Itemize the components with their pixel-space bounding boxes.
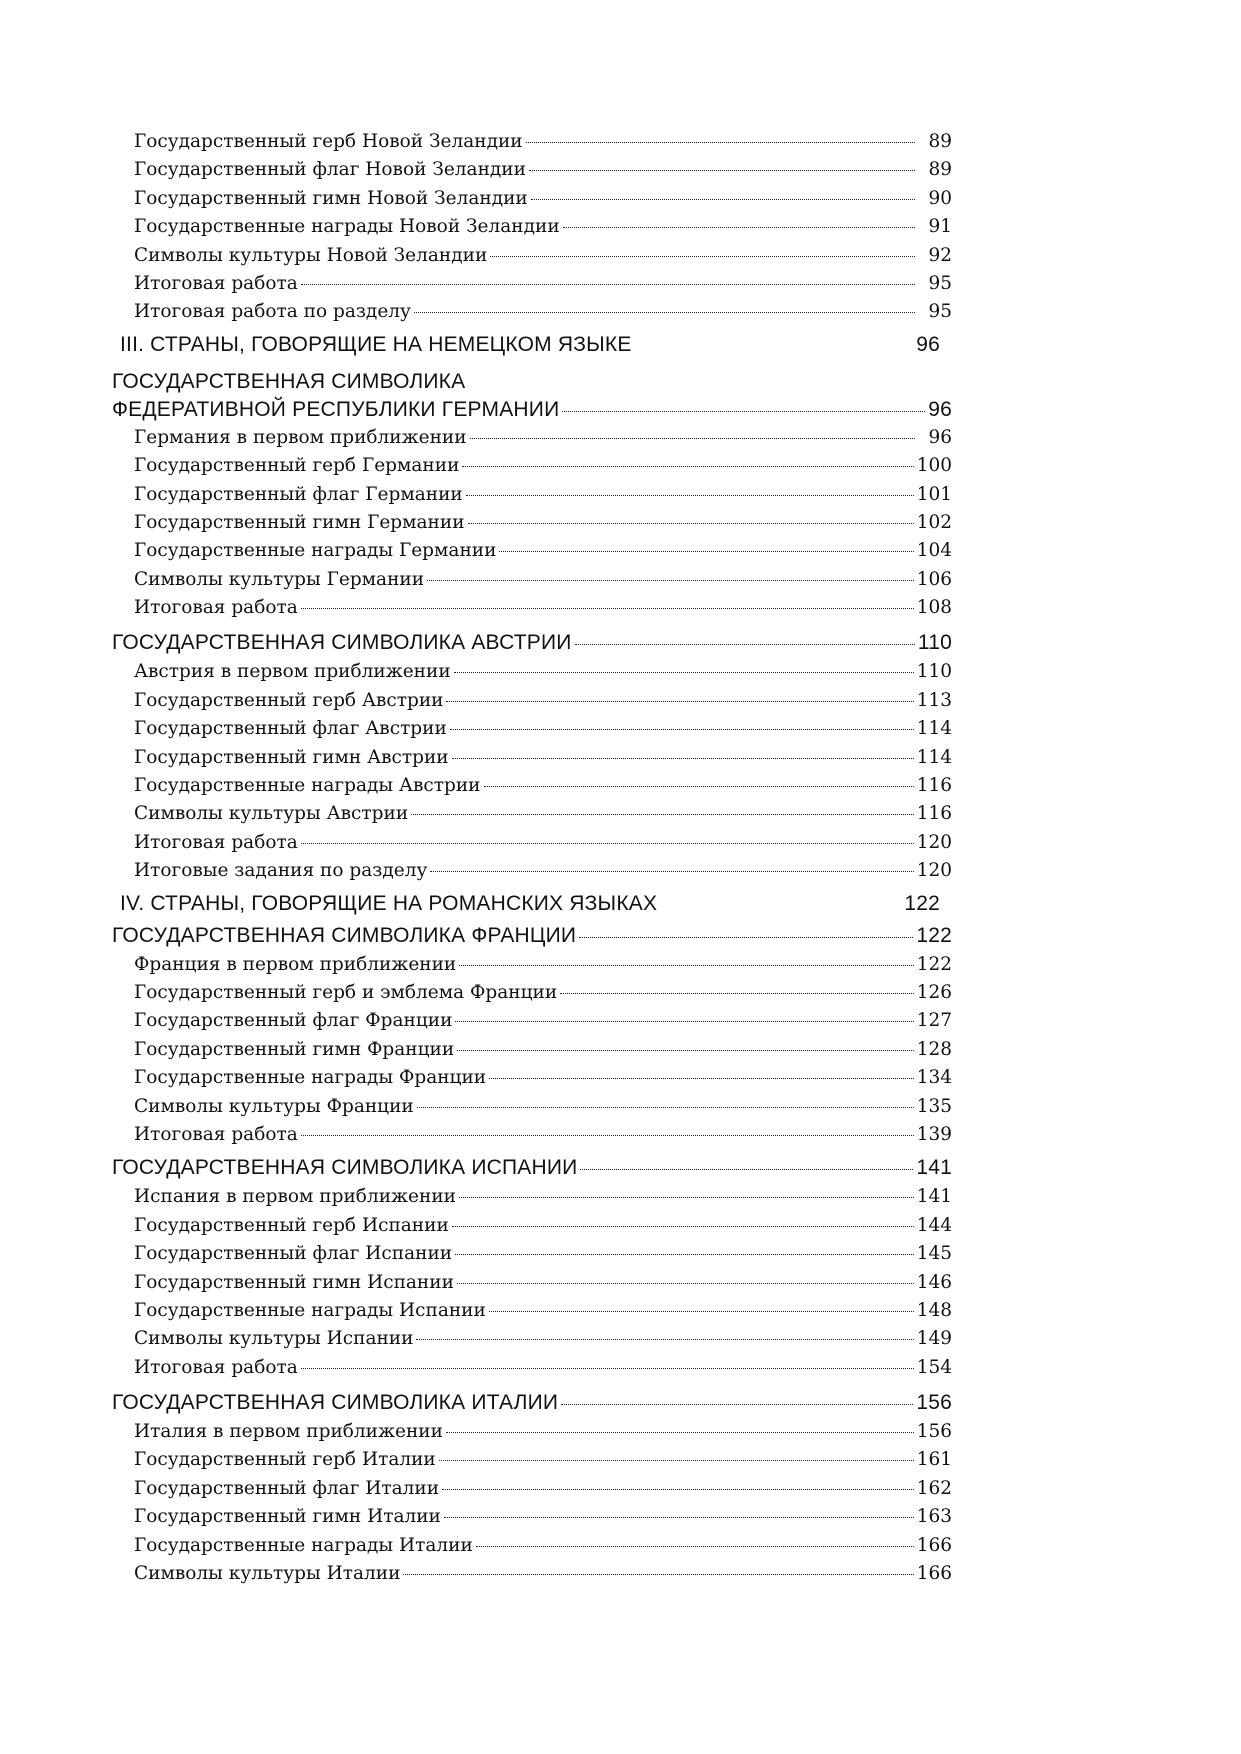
toc-entry-title: Государственный гимн Италии xyxy=(134,1506,441,1528)
leader-dots xyxy=(446,701,913,702)
toc-entry[interactable] xyxy=(112,1212,952,1240)
leader-dots xyxy=(490,256,915,257)
toc-entry-page: 116 xyxy=(916,803,952,825)
toc-entry-title: Государственный герб Германии xyxy=(134,455,460,477)
italy-section-items xyxy=(112,1418,952,1588)
toc-entry[interactable] xyxy=(112,1093,952,1121)
leader-dots xyxy=(462,466,913,467)
leader-dots xyxy=(446,1432,914,1433)
toc-entry-title: Символы культуры Испании xyxy=(134,1328,414,1350)
leader-dots xyxy=(476,1546,914,1547)
toc-entry[interactable] xyxy=(112,687,952,715)
spain-heading-title: ГОСУДАРСТВЕННАЯ СИМВОЛИКА ИСПАНИИ xyxy=(112,1156,578,1180)
leader-dots xyxy=(489,1078,914,1079)
toc-entry[interactable] xyxy=(112,566,952,594)
toc-entry[interactable] xyxy=(112,1121,952,1149)
toc-entry-title: Итоговая работа xyxy=(134,831,298,853)
leader-dots xyxy=(457,1283,914,1284)
leader-dots xyxy=(563,227,915,228)
toc-entry-page: 149 xyxy=(916,1328,952,1350)
part-4-page: 122 xyxy=(904,891,940,915)
toc-entry-page: 139 xyxy=(916,1123,952,1145)
toc-entry-title: Государственный гимн Испании xyxy=(134,1271,454,1293)
leader-dots xyxy=(444,1517,914,1518)
toc-entry[interactable] xyxy=(112,270,952,298)
italy-heading-title: ГОСУДАРСТВЕННАЯ СИМВОЛИКА ИТАЛИИ xyxy=(112,1391,559,1415)
toc-entry[interactable] xyxy=(112,156,952,184)
toc-entry-page: 122 xyxy=(916,953,952,975)
toc-entry-title: Символы культуры Италии xyxy=(134,1563,401,1585)
toc-entry-page: 95 xyxy=(928,301,952,323)
toc-entry-title: Государственный герб Австрии xyxy=(134,689,444,711)
toc-entry-title: Государственный флаг Новой Зеландии xyxy=(134,159,526,181)
leader-dots xyxy=(427,580,914,581)
toc-entry[interactable] xyxy=(112,979,952,1007)
toc-entry-page: 114 xyxy=(916,718,952,740)
leader-dots xyxy=(529,170,915,171)
toc-entry[interactable] xyxy=(112,1503,952,1531)
toc-entry-title: Государственный флаг Австрии xyxy=(134,718,447,740)
toc-entry-title: Государственный гимн Австрии xyxy=(134,746,449,768)
leader-dots xyxy=(579,937,913,938)
toc-entry-title: Символы культуры Новой Зеландии xyxy=(134,244,488,266)
part-3-title: III. СТРАНЫ, ГОВОРЯЩИЕ НА НЕМЕЦКОМ ЯЗЫКЕ xyxy=(120,332,632,356)
toc-entry[interactable] xyxy=(112,185,952,213)
toc-entry-title: Государственные награды Испании xyxy=(134,1299,486,1321)
toc-entry[interactable] xyxy=(112,1446,952,1474)
toc-entry-title: Государственный флаг Франции xyxy=(134,1010,453,1032)
toc-entry[interactable] xyxy=(112,481,952,509)
toc-entry-title: Государственный герб и эмблема Франции xyxy=(134,981,558,1003)
toc-entry[interactable] xyxy=(112,951,952,979)
italy-heading-page: 156 xyxy=(916,1391,952,1415)
toc-entry-page: 102 xyxy=(916,511,952,533)
france-heading-page: 122 xyxy=(916,923,952,947)
toc-entry-page: 108 xyxy=(916,597,952,619)
part-4-title: IV. СТРАНЫ, ГОВОРЯЩИЕ НА РОМАНСКИХ ЯЗЫКАХ xyxy=(120,891,658,915)
toc-entry-page: 166 xyxy=(916,1563,952,1585)
toc-entry[interactable] xyxy=(112,1475,952,1503)
toc-entry-title: Символы культуры Австрии xyxy=(134,803,409,825)
austria-heading[interactable] xyxy=(112,628,952,658)
toc-entry-page: 113 xyxy=(916,689,952,711)
leader-dots xyxy=(454,672,914,673)
leader-dots xyxy=(489,1311,914,1312)
austria-heading-title: ГОСУДАРСТВЕННАЯ СИМВОЛИКА АВСТРИИ xyxy=(112,631,572,655)
leader-dots xyxy=(466,495,914,496)
toc-entry-page: 141 xyxy=(916,1186,952,1208)
toc-entry-page: 162 xyxy=(916,1477,952,1499)
leader-dots xyxy=(459,965,913,966)
toc-entry[interactable] xyxy=(112,1183,952,1211)
leader-dots xyxy=(560,993,914,994)
leader-dots xyxy=(301,1368,914,1369)
toc-entry[interactable] xyxy=(112,1560,952,1588)
leader-dots xyxy=(430,871,913,872)
nz-section-items xyxy=(112,128,952,327)
toc-entry-page: 126 xyxy=(916,981,952,1003)
toc-entry-title: Государственные награды Германии xyxy=(134,540,497,562)
leader-dots xyxy=(457,1050,913,1051)
part-3-heading[interactable] xyxy=(112,330,952,360)
toc-entry[interactable] xyxy=(112,1532,952,1560)
leader-dots xyxy=(301,608,914,609)
toc-entry-title: Итоговая работа xyxy=(134,1356,298,1378)
leader-dots xyxy=(459,1197,914,1198)
toc-entry[interactable] xyxy=(112,1007,952,1035)
leader-dots xyxy=(301,843,914,844)
france-heading[interactable] xyxy=(112,921,952,951)
toc-entry-page: 91 xyxy=(928,216,952,238)
toc-entry-title: Государственный гимн Новой Зеландии xyxy=(134,187,528,209)
part-3-page: 96 xyxy=(916,332,940,356)
france-section-items xyxy=(112,951,952,1150)
toc-entry-page: 154 xyxy=(916,1356,952,1378)
toc-entry-title: Германия в первом приближении xyxy=(134,426,467,448)
toc-entry-page: 163 xyxy=(916,1506,952,1528)
toc-entry-page: 95 xyxy=(928,272,952,294)
toc-entry[interactable] xyxy=(112,1325,952,1353)
leader-dots xyxy=(403,1574,913,1575)
leader-dots xyxy=(455,1021,913,1022)
leader-dots xyxy=(526,142,915,143)
toc-entry-page: 144 xyxy=(916,1214,952,1236)
toc-entry[interactable] xyxy=(112,452,952,480)
toc-entry[interactable] xyxy=(112,800,952,828)
toc-entry-page: 120 xyxy=(916,831,952,853)
toc-entry[interactable] xyxy=(112,1297,952,1325)
leader-dots xyxy=(484,786,914,787)
toc-entry[interactable] xyxy=(112,537,952,565)
leader-dots xyxy=(417,1107,914,1108)
toc-entry-title: Государственный флаг Германии xyxy=(134,483,463,505)
leader-dots xyxy=(301,1135,914,1136)
leader-dots xyxy=(439,1460,914,1461)
toc-entry-title: Государственный герб Италии xyxy=(134,1449,436,1471)
leader-dots xyxy=(575,644,915,645)
toc-entry[interactable] xyxy=(112,1354,952,1382)
france-heading-title: ГОСУДАРСТВЕННАЯ СИМВОЛИКА ФРАНЦИИ xyxy=(112,923,577,947)
spain-heading-page: 141 xyxy=(916,1156,952,1180)
table-of-contents xyxy=(112,128,952,1588)
toc-entry[interactable] xyxy=(112,715,952,743)
toc-entry-page: 161 xyxy=(916,1449,952,1471)
leader-dots xyxy=(442,1489,914,1490)
austria-section-items xyxy=(112,658,952,885)
toc-entry-title: Государственный гимн Франции xyxy=(134,1038,455,1060)
leader-dots xyxy=(301,284,915,285)
toc-entry-page: 114 xyxy=(916,746,952,768)
toc-entry-page: 116 xyxy=(916,775,952,797)
leader-dots xyxy=(452,758,914,759)
toc-entry-page: 128 xyxy=(916,1038,952,1060)
leader-dots xyxy=(580,1169,913,1170)
toc-entry[interactable] xyxy=(112,1418,952,1446)
leader-dots xyxy=(411,814,914,815)
toc-entry[interactable] xyxy=(112,509,952,537)
spain-section-items xyxy=(112,1183,952,1382)
germany-heading-line2: ФЕДЕРАТИВНОЙ РЕСПУБЛИКИ ГЕРМАНИИ xyxy=(112,397,560,421)
leader-dots xyxy=(416,1339,913,1340)
austria-heading-page: 110 xyxy=(917,631,952,655)
toc-entry[interactable] xyxy=(112,128,952,156)
toc-entry-page: 90 xyxy=(928,187,952,209)
toc-entry-page: 145 xyxy=(916,1243,952,1265)
spain-heading[interactable] xyxy=(112,1153,952,1183)
toc-entry[interactable] xyxy=(112,424,952,452)
leader-dots xyxy=(531,199,915,200)
toc-entry-page: 148 xyxy=(916,1299,952,1321)
toc-entry-page: 135 xyxy=(916,1095,952,1117)
toc-entry-title: Государственный герб Новой Зеландии xyxy=(134,131,523,152)
leader-dots xyxy=(468,523,914,524)
toc-entry-title: Австрия в первом приближении xyxy=(134,661,451,683)
toc-entry-title: Итоговая работа xyxy=(134,597,298,619)
leader-dots xyxy=(452,1226,914,1227)
toc-entry-page: 89 xyxy=(928,131,952,152)
leader-dots xyxy=(455,1254,914,1255)
toc-entry[interactable] xyxy=(112,1036,952,1064)
toc-entry-page: 146 xyxy=(916,1271,952,1293)
toc-entry-title: Государственный флаг Испании xyxy=(134,1243,453,1265)
italy-heading[interactable] xyxy=(112,1388,952,1418)
toc-entry[interactable] xyxy=(112,213,952,241)
leader-dots xyxy=(561,1404,913,1405)
toc-entry-title: Итоговые задания по разделу xyxy=(134,860,428,882)
germany-section-items xyxy=(112,424,952,623)
leader-dots xyxy=(470,438,915,439)
toc-entry-page: 127 xyxy=(916,1010,952,1032)
toc-entry-title: Итоговая работа по разделу xyxy=(134,301,411,323)
toc-entry[interactable] xyxy=(112,744,952,772)
toc-entry-page: 156 xyxy=(916,1421,952,1443)
toc-entry-page: 120 xyxy=(916,860,952,882)
toc-entry-title: Государственный герб Испании xyxy=(134,1214,449,1236)
toc-entry-page: 100 xyxy=(916,455,952,477)
toc-entry-title: Символы культуры Франции xyxy=(134,1095,414,1117)
toc-entry-title: Государственные награды Австрии xyxy=(134,775,481,797)
toc-entry-title: Государственный флаг Италии xyxy=(134,1477,440,1499)
toc-entry-title: Итоговая работа xyxy=(134,272,298,294)
part-4-heading[interactable] xyxy=(112,889,952,919)
toc-entry-page: 89 xyxy=(928,159,952,181)
toc-entry[interactable] xyxy=(112,242,952,270)
toc-entry-page: 96 xyxy=(928,426,952,448)
leader-dots xyxy=(414,312,915,313)
toc-entry-page: 101 xyxy=(916,483,952,505)
toc-entry[interactable] xyxy=(112,1064,952,1092)
toc-entry-page: 106 xyxy=(916,568,952,590)
toc-entry-title: Италия в первом приближении xyxy=(134,1421,443,1443)
toc-entry[interactable] xyxy=(112,857,952,885)
toc-entry[interactable] xyxy=(112,594,952,622)
toc-entry[interactable] xyxy=(112,1269,952,1297)
leader-dots xyxy=(499,551,913,552)
leader-dots xyxy=(450,729,914,730)
leader-dots xyxy=(562,411,925,412)
toc-entry-title: Государственные награды Новой Зеландии xyxy=(134,216,560,238)
toc-entry-title: Франция в первом приближении xyxy=(134,953,457,975)
toc-entry[interactable] xyxy=(112,772,952,800)
toc-entry-page: 134 xyxy=(916,1067,952,1089)
toc-entry-page: 166 xyxy=(916,1534,952,1556)
toc-entry-title: Итоговая работа xyxy=(134,1123,298,1145)
toc-entry[interactable] xyxy=(112,298,952,326)
toc-entry[interactable] xyxy=(112,1240,952,1268)
toc-entry-title: Государственный гимн Германии xyxy=(134,511,465,533)
toc-entry[interactable] xyxy=(112,829,952,857)
toc-entry[interactable] xyxy=(112,658,952,686)
toc-entry-page: 92 xyxy=(928,244,952,266)
germany-heading-line1: ГОСУДАРСТВЕННАЯ СИМВОЛИКА xyxy=(112,369,466,393)
toc-entry-title: Государственные награды Италии xyxy=(134,1534,473,1556)
toc-entry-title: Испания в первом приближении xyxy=(134,1186,456,1208)
toc-entry-page: 110 xyxy=(916,661,952,683)
toc-entry-title: Государственные награды Франции xyxy=(134,1067,487,1089)
germany-heading[interactable] xyxy=(112,368,952,424)
toc-entry-title: Символы культуры Германии xyxy=(134,568,425,590)
germany-heading-page: 96 xyxy=(928,397,952,421)
toc-entry-page: 104 xyxy=(916,540,952,562)
